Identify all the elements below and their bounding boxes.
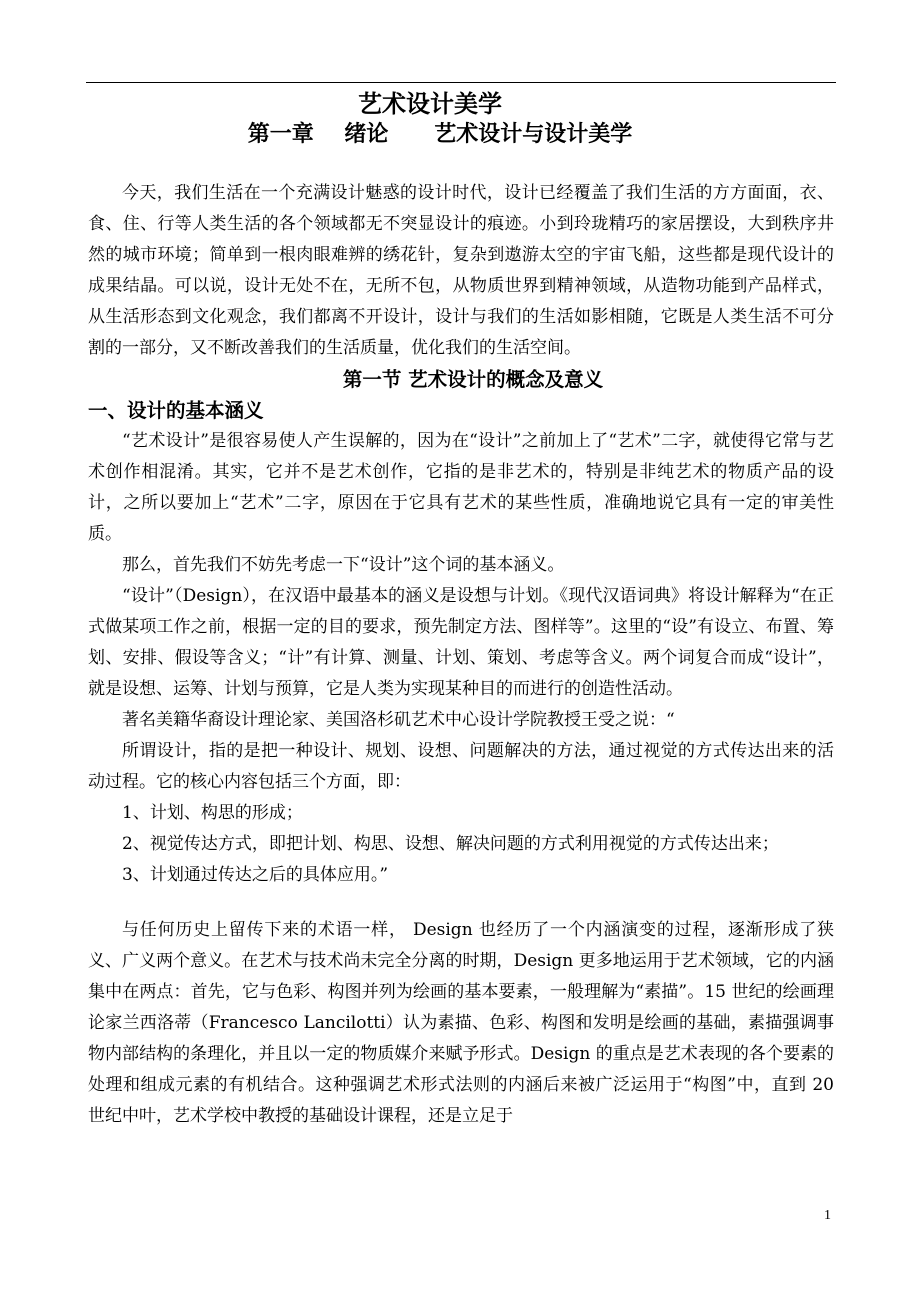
page-number: 1 [824, 1208, 831, 1223]
list-item: 2、视觉传达方式，即把计划、构思、设想、解决问题的方式利用视觉的方式传达出来； [122, 834, 779, 854]
paragraph: 著名美籍华裔设计理论家、美国洛杉矶艺术中心设计学院教授王受之说：“ [122, 710, 675, 730]
section-heading: 第一节 艺术设计的概念及意义 [342, 368, 604, 391]
list-item: 1、计划、构思的形成； [122, 803, 303, 823]
quote-paragraph: 所谓设计，指的是把一种设计、规划、设想、问题解决的方法，通过视觉的方式传达出来的活动过程。它的核心内容包括三个方面，即： [88, 741, 834, 792]
paragraph: 与任何历史上留传下来的术语一样， Design 也经历了一个内涵演变的过程，逐渐形成了狭义、广义两个意义。在艺术与技术尚未完全分离的时期，Design 更多地运用于艺术领域，它的内涵集中在两点：首先，它与色彩、构图并列为绘画的基本要素，一般理解为“素描”。15 世纪的绘画理论家兰西洛蒂（Francesco Lancilotti）认为素描、色彩、构图和发明是绘画的基础，素描强调事物内部结构的条理化，并且以一定的物质媒介来赋予形式。Design 的重点是艺术表现的各个要素的处理和组成元素的有机结合。这种强调艺术形式法则的内涵后来被广泛运用于“构图”中，直到 20 世纪中叶，艺术学校中教授的基础设计课程，还是立足于 [88, 920, 834, 1126]
paragraph: 那么，首先我们不妨先考虑一下“设计”这个词的基本涵义。 [122, 555, 565, 575]
document-title: 艺术设计美学 [358, 89, 502, 118]
document-body [88, 178, 834, 1132]
paragraph: “设计”（Design），在汉语中最基本的涵义是设想与计划。《现代汉语词典》将设计解释为“在正式做某项工作之前，根据一定的目的要求，预先制定方法、图样等”。这里的“设”有设立、布置、筹划、安排、假设等含义；“计”有计算、测量、计划、策划、考虑等含义。两个词复合而成“设计”，就是设想、运筹、计划与预算，它是人类为实现某种目的而进行的创造性活动。 [88, 586, 834, 699]
subsection-heading: 一、设计的基本涵义 [88, 399, 264, 422]
chapter-title: 第一章 绪论 艺术设计与设计美学 [247, 121, 633, 147]
paragraph: “艺术设计”是很容易使人产生误解的，因为在“设计”之前加上了“艺术”二字，就使得它常与艺术创作相混淆。其实，它并不是艺术创作，它指的是非艺术的，特别是非纯艺术的物质产品的设计，之所以要加上“艺术”二字，原因在于它具有艺术的某些性质，准确地说它具有一定的审美性质。 [88, 431, 834, 544]
intro-paragraph: 今天，我们生活在一个充满设计魅惑的设计时代，设计已经覆盖了我们生活的方方面面，衣、食、住、行等人类生活的各个领域都无不突显设计的痕迹。小到玲珑精巧的家居摆设，大到秩序井然的城市环境；简单到一根肉眼难辨的绣花针，复杂到遨游太空的宇宙飞船，这些都是现代设计的成果结晶。可以说，设计无处不在，无所不包，从物质世界到精神领域，从造物功能到产品样式，从生活形态到文化观念，我们都离不开设计，设计与我们的生活如影相随，它既是人类生活不可分割的一部分，又不断改善我们的生活质量，优化我们的生活空间。 [88, 183, 834, 358]
blank-line [88, 891, 834, 915]
header-rule [86, 82, 836, 83]
list-item: 3、计划通过传达之后的具体应用。” [122, 865, 389, 885]
